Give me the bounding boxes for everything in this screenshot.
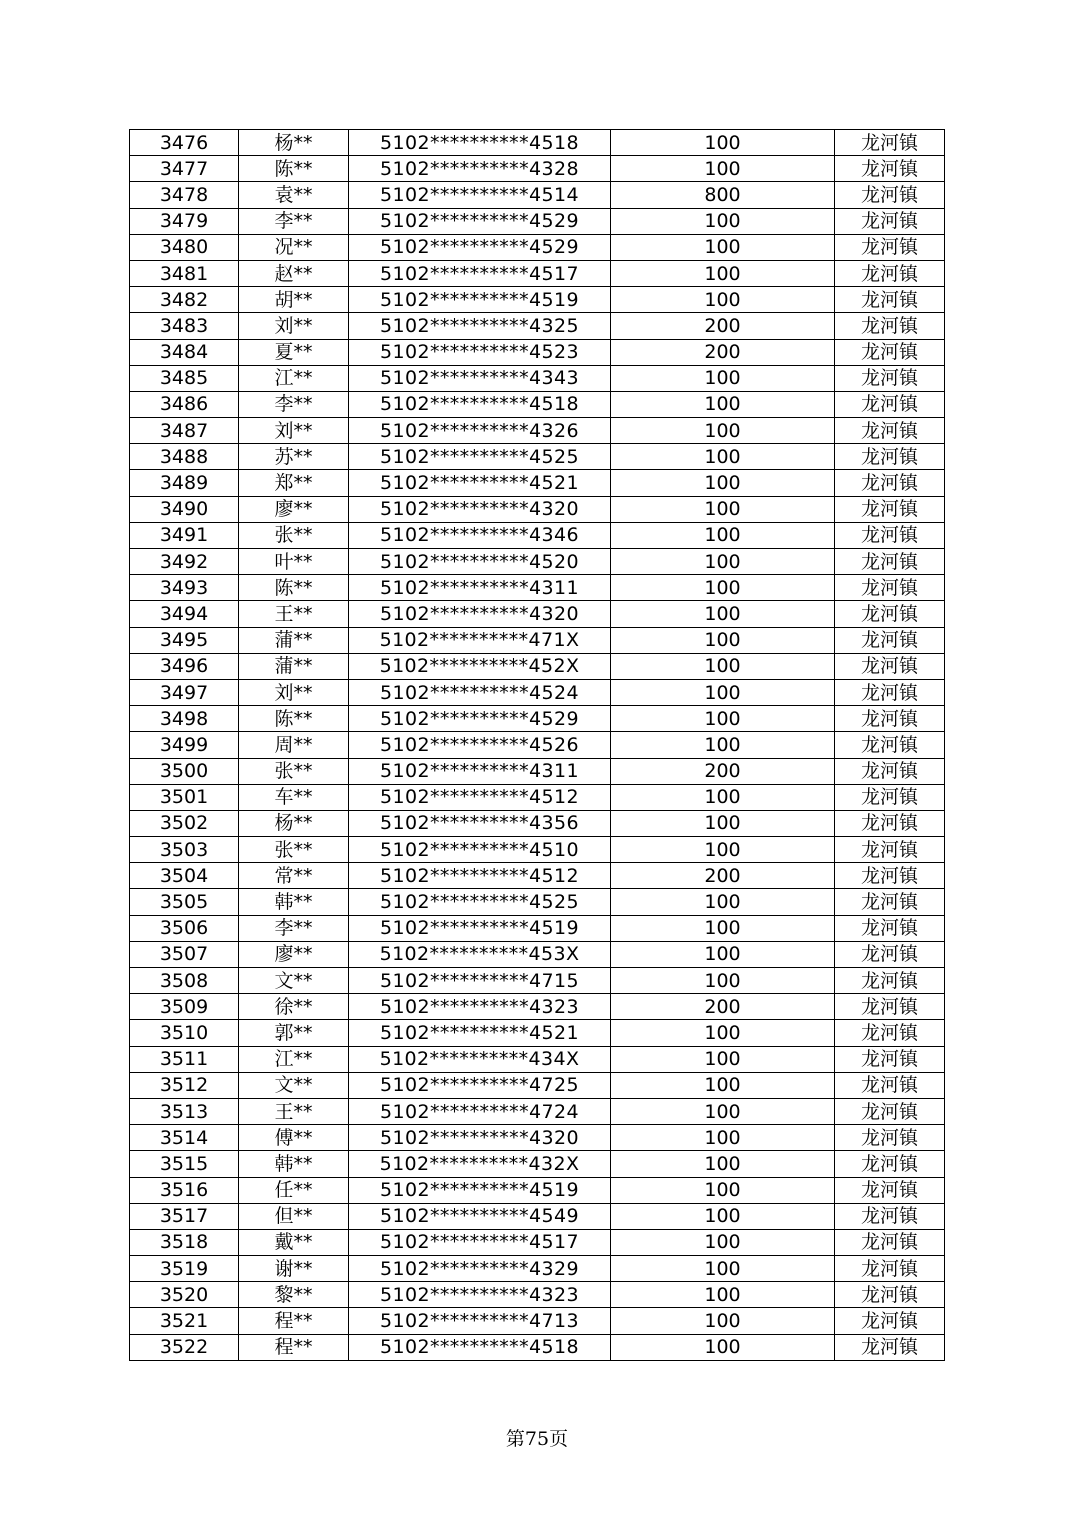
town-cell: 龙河镇 [835,1177,945,1203]
id-number-cell: 5102**********4512 [349,784,611,810]
table-row [130,837,945,863]
id-number-cell: 5102**********4715 [349,968,611,994]
serial-number-cell: 3484 [130,339,239,365]
table-row [130,208,945,234]
name-cell: 赵** [239,260,349,286]
amount-cell: 100 [611,234,835,260]
town-cell: 龙河镇 [835,627,945,653]
id-number-cell: 5102**********4713 [349,1308,611,1334]
id-number-cell: 5102**********434X [349,1046,611,1072]
town-cell: 龙河镇 [835,1151,945,1177]
table-row [130,1151,945,1177]
serial-number-cell: 3518 [130,1229,239,1255]
table-row [130,234,945,260]
name-cell: 周** [239,732,349,758]
table-row [130,575,945,601]
name-cell: 李** [239,208,349,234]
serial-number-cell: 3514 [130,1125,239,1151]
serial-number-cell: 3510 [130,1020,239,1046]
table-row [130,1203,945,1229]
table-row [130,313,945,339]
table-row [130,653,945,679]
table-row [130,706,945,732]
id-number-cell: 5102**********4311 [349,575,611,601]
town-cell: 龙河镇 [835,234,945,260]
town-cell: 龙河镇 [835,732,945,758]
table-body [130,130,945,1361]
serial-number-cell: 3486 [130,391,239,417]
table-row [130,1177,945,1203]
name-cell: 王** [239,601,349,627]
serial-number-cell: 3492 [130,549,239,575]
serial-number-cell: 3516 [130,1177,239,1203]
name-cell: 况** [239,234,349,260]
name-cell: 黎** [239,1282,349,1308]
name-cell: 文** [239,1072,349,1098]
name-cell: 杨** [239,810,349,836]
name-cell: 廖** [239,941,349,967]
table-row [130,1098,945,1124]
town-cell: 龙河镇 [835,1098,945,1124]
id-number-cell: 5102**********452X [349,653,611,679]
table-row [130,418,945,444]
amount-cell: 100 [611,601,835,627]
town-cell: 龙河镇 [835,1125,945,1151]
town-cell: 龙河镇 [835,679,945,705]
id-number-cell: 5102**********4525 [349,444,611,470]
table-row [130,1282,945,1308]
table-row [130,915,945,941]
serial-number-cell: 3499 [130,732,239,758]
amount-cell: 100 [611,1334,835,1360]
town-cell: 龙河镇 [835,1229,945,1255]
id-number-cell: 5102**********4323 [349,1282,611,1308]
serial-number-cell: 3490 [130,496,239,522]
serial-number-cell: 3488 [130,444,239,470]
id-number-cell: 5102**********4512 [349,863,611,889]
table-row [130,522,945,548]
id-number-cell: 5102**********4525 [349,889,611,915]
id-number-cell: 5102**********4320 [349,1125,611,1151]
serial-number-cell: 3483 [130,313,239,339]
town-cell: 龙河镇 [835,339,945,365]
serial-number-cell: 3506 [130,915,239,941]
serial-number-cell: 3491 [130,522,239,548]
town-cell: 龙河镇 [835,706,945,732]
amount-cell: 100 [611,391,835,417]
amount-cell: 100 [611,1308,835,1334]
amount-cell: 100 [611,470,835,496]
serial-number-cell: 3502 [130,810,239,836]
name-cell: 王** [239,1098,349,1124]
amount-cell: 100 [611,679,835,705]
town-cell: 龙河镇 [835,260,945,286]
amount-cell: 100 [611,1282,835,1308]
table-row [130,470,945,496]
id-number-cell: 5102**********4517 [349,1229,611,1255]
table-row [130,1308,945,1334]
amount-cell: 100 [611,444,835,470]
table-row [130,549,945,575]
name-cell: 韩** [239,1151,349,1177]
id-number-cell: 5102**********4343 [349,365,611,391]
serial-number-cell: 3508 [130,968,239,994]
table-row [130,968,945,994]
name-cell: 常** [239,863,349,889]
name-cell: 蒲** [239,653,349,679]
id-number-cell: 5102**********432X [349,1151,611,1177]
serial-number-cell: 3487 [130,418,239,444]
table-row [130,941,945,967]
serial-number-cell: 3495 [130,627,239,653]
id-number-cell: 5102**********4518 [349,391,611,417]
serial-number-cell: 3498 [130,706,239,732]
id-number-cell: 5102**********4328 [349,156,611,182]
table-row [130,784,945,810]
town-cell: 龙河镇 [835,575,945,601]
id-number-cell: 5102**********4526 [349,732,611,758]
town-cell: 龙河镇 [835,810,945,836]
serial-number-cell: 3489 [130,470,239,496]
table-row [130,287,945,313]
town-cell: 龙河镇 [835,1203,945,1229]
town-cell: 龙河镇 [835,601,945,627]
id-number-cell: 5102**********4519 [349,1177,611,1203]
name-cell: 文** [239,968,349,994]
id-number-cell: 5102**********4524 [349,679,611,705]
town-cell: 龙河镇 [835,863,945,889]
serial-number-cell: 3477 [130,156,239,182]
id-number-cell: 5102**********4326 [349,418,611,444]
amount-cell: 100 [611,653,835,679]
name-cell: 戴** [239,1229,349,1255]
table-row [130,130,945,156]
name-cell: 张** [239,522,349,548]
serial-number-cell: 3504 [130,863,239,889]
amount-cell: 100 [611,1125,835,1151]
town-cell: 龙河镇 [835,444,945,470]
table-row [130,1229,945,1255]
town-cell: 龙河镇 [835,130,945,156]
table-row [130,260,945,286]
name-cell: 刘** [239,313,349,339]
town-cell: 龙河镇 [835,313,945,339]
serial-number-cell: 3520 [130,1282,239,1308]
name-cell: 夏** [239,339,349,365]
town-cell: 龙河镇 [835,1046,945,1072]
table-row [130,1020,945,1046]
table-row [130,1334,945,1360]
table-row [130,601,945,627]
table-row [130,1256,945,1282]
id-number-cell: 5102**********453X [349,941,611,967]
table-row [130,889,945,915]
amount-cell: 200 [611,758,835,784]
name-cell: 江** [239,1046,349,1072]
town-cell: 龙河镇 [835,391,945,417]
table-row [130,365,945,391]
name-cell: 但** [239,1203,349,1229]
serial-number-cell: 3478 [130,182,239,208]
amount-cell: 100 [611,1020,835,1046]
id-number-cell: 5102**********4521 [349,1020,611,1046]
id-number-cell: 5102**********4549 [349,1203,611,1229]
table-row [130,1125,945,1151]
amount-cell: 100 [611,260,835,286]
id-number-cell: 5102**********4346 [349,522,611,548]
data-table [129,129,945,1361]
town-cell: 龙河镇 [835,758,945,784]
serial-number-cell: 3500 [130,758,239,784]
serial-number-cell: 3505 [130,889,239,915]
id-number-cell: 5102**********4521 [349,470,611,496]
amount-cell: 100 [611,889,835,915]
serial-number-cell: 3501 [130,784,239,810]
table-row [130,1046,945,1072]
serial-number-cell: 3519 [130,1256,239,1282]
table-row [130,496,945,522]
id-number-cell: 5102**********4724 [349,1098,611,1124]
amount-cell: 100 [611,496,835,522]
name-cell: 叶** [239,549,349,575]
amount-cell: 100 [611,365,835,391]
name-cell: 李** [239,915,349,941]
table-row [130,627,945,653]
amount-cell: 100 [611,837,835,863]
amount-cell: 100 [611,941,835,967]
town-cell: 龙河镇 [835,1282,945,1308]
town-cell: 龙河镇 [835,549,945,575]
serial-number-cell: 3511 [130,1046,239,1072]
amount-cell: 100 [611,575,835,601]
amount-cell: 100 [611,1046,835,1072]
table-row [130,391,945,417]
id-number-cell: 5102**********4320 [349,496,611,522]
name-cell: 袁** [239,182,349,208]
amount-cell: 100 [611,627,835,653]
amount-cell: 100 [611,208,835,234]
town-cell: 龙河镇 [835,1308,945,1334]
amount-cell: 100 [611,1256,835,1282]
id-number-cell: 5102**********4329 [349,1256,611,1282]
serial-number-cell: 3481 [130,260,239,286]
serial-number-cell: 3521 [130,1308,239,1334]
id-number-cell: 5102**********4529 [349,234,611,260]
town-cell: 龙河镇 [835,915,945,941]
serial-number-cell: 3496 [130,653,239,679]
id-number-cell: 5102**********471X [349,627,611,653]
amount-cell: 100 [611,287,835,313]
name-cell: 苏** [239,444,349,470]
town-cell: 龙河镇 [835,208,945,234]
name-cell: 程** [239,1308,349,1334]
amount-cell: 100 [611,549,835,575]
id-number-cell: 5102**********4529 [349,208,611,234]
serial-number-cell: 3515 [130,1151,239,1177]
serial-number-cell: 3497 [130,679,239,705]
amount-cell: 200 [611,863,835,889]
name-cell: 蒲** [239,627,349,653]
table-row [130,863,945,889]
amount-cell: 100 [611,1177,835,1203]
town-cell: 龙河镇 [835,994,945,1020]
table-row [130,1072,945,1098]
table-row [130,732,945,758]
amount-cell: 100 [611,1229,835,1255]
name-cell: 廖** [239,496,349,522]
id-number-cell: 5102**********4523 [349,339,611,365]
table-row [130,182,945,208]
id-number-cell: 5102**********4320 [349,601,611,627]
id-number-cell: 5102**********4356 [349,810,611,836]
name-cell: 胡** [239,287,349,313]
serial-number-cell: 3494 [130,601,239,627]
table-row [130,444,945,470]
town-cell: 龙河镇 [835,941,945,967]
name-cell: 任** [239,1177,349,1203]
town-cell: 龙河镇 [835,182,945,208]
name-cell: 程** [239,1334,349,1360]
serial-number-cell: 3509 [130,994,239,1020]
amount-cell: 200 [611,339,835,365]
amount-cell: 100 [611,784,835,810]
town-cell: 龙河镇 [835,156,945,182]
name-cell: 郭** [239,1020,349,1046]
id-number-cell: 5102**********4725 [349,1072,611,1098]
id-number-cell: 5102**********4520 [349,549,611,575]
amount-cell: 100 [611,915,835,941]
name-cell: 张** [239,758,349,784]
serial-number-cell: 3512 [130,1072,239,1098]
table-row [130,994,945,1020]
page-number: 第75页 [505,1428,569,1450]
serial-number-cell: 3507 [130,941,239,967]
amount-cell: 100 [611,1151,835,1177]
name-cell: 谢** [239,1256,349,1282]
serial-number-cell: 3482 [130,287,239,313]
amount-cell: 200 [611,313,835,339]
id-number-cell: 5102**********4518 [349,1334,611,1360]
town-cell: 龙河镇 [835,470,945,496]
amount-cell: 200 [611,994,835,1020]
serial-number-cell: 3517 [130,1203,239,1229]
amount-cell: 100 [611,130,835,156]
serial-number-cell: 3503 [130,837,239,863]
amount-cell: 100 [611,732,835,758]
amount-cell: 100 [611,522,835,548]
table-row [130,156,945,182]
name-cell: 陈** [239,156,349,182]
town-cell: 龙河镇 [835,287,945,313]
id-number-cell: 5102**********4510 [349,837,611,863]
name-cell: 张** [239,837,349,863]
amount-cell: 100 [611,1098,835,1124]
town-cell: 龙河镇 [835,837,945,863]
town-cell: 龙河镇 [835,365,945,391]
town-cell: 龙河镇 [835,1256,945,1282]
name-cell: 刘** [239,679,349,705]
serial-number-cell: 3480 [130,234,239,260]
serial-number-cell: 3513 [130,1098,239,1124]
name-cell: 傅** [239,1125,349,1151]
town-cell: 龙河镇 [835,1020,945,1046]
table-row [130,339,945,365]
id-number-cell: 5102**********4311 [349,758,611,784]
name-cell: 陈** [239,706,349,732]
amount-cell: 100 [611,1072,835,1098]
serial-number-cell: 3485 [130,365,239,391]
amount-cell: 800 [611,182,835,208]
id-number-cell: 5102**********4323 [349,994,611,1020]
town-cell: 龙河镇 [835,968,945,994]
town-cell: 龙河镇 [835,496,945,522]
id-number-cell: 5102**********4518 [349,130,611,156]
name-cell: 刘** [239,418,349,444]
amount-cell: 100 [611,810,835,836]
table-row [130,810,945,836]
amount-cell: 100 [611,156,835,182]
table-row [130,758,945,784]
name-cell: 杨** [239,130,349,156]
amount-cell: 100 [611,418,835,444]
serial-number-cell: 3493 [130,575,239,601]
town-cell: 龙河镇 [835,522,945,548]
id-number-cell: 5102**********4517 [349,260,611,286]
serial-number-cell: 3479 [130,208,239,234]
amount-cell: 100 [611,1203,835,1229]
serial-number-cell: 3522 [130,1334,239,1360]
id-number-cell: 5102**********4519 [349,915,611,941]
town-cell: 龙河镇 [835,784,945,810]
table-row [130,679,945,705]
id-number-cell: 5102**********4514 [349,182,611,208]
town-cell: 龙河镇 [835,418,945,444]
town-cell: 龙河镇 [835,653,945,679]
town-cell: 龙河镇 [835,1072,945,1098]
name-cell: 韩** [239,889,349,915]
name-cell: 陈** [239,575,349,601]
name-cell: 江** [239,365,349,391]
id-number-cell: 5102**********4529 [349,706,611,732]
town-cell: 龙河镇 [835,889,945,915]
name-cell: 徐** [239,994,349,1020]
town-cell: 龙河镇 [835,1334,945,1360]
name-cell: 郑** [239,470,349,496]
amount-cell: 100 [611,968,835,994]
amount-cell: 100 [611,706,835,732]
id-number-cell: 5102**********4519 [349,287,611,313]
name-cell: 车** [239,784,349,810]
id-number-cell: 5102**********4325 [349,313,611,339]
name-cell: 李** [239,391,349,417]
serial-number-cell: 3476 [130,130,239,156]
